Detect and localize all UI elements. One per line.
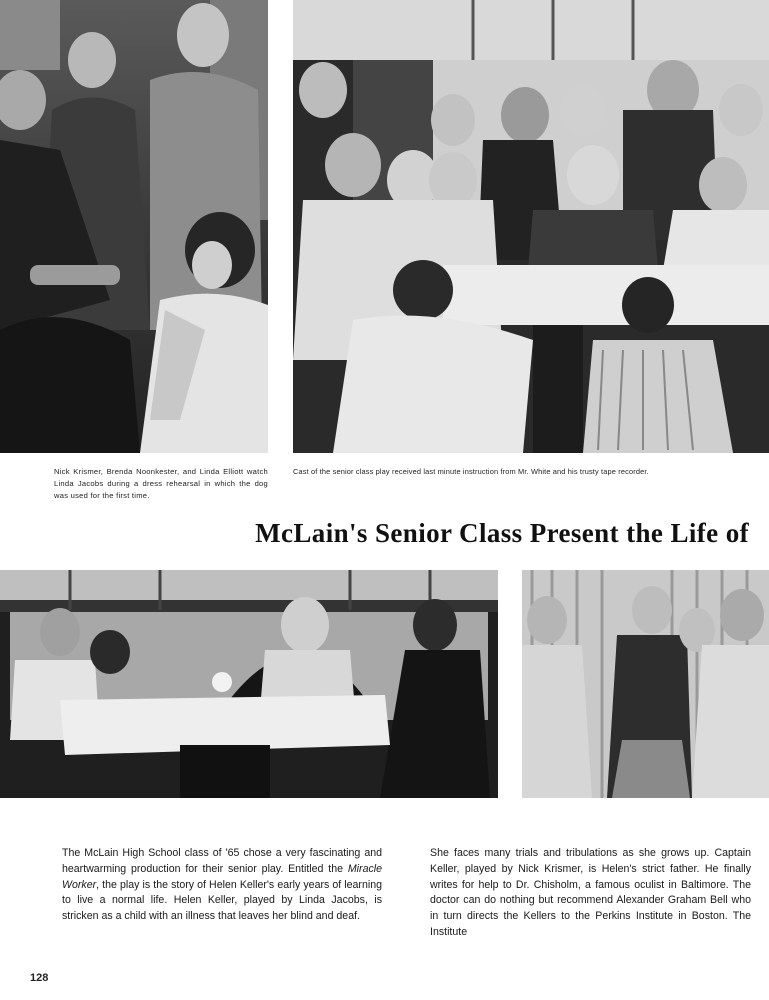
caption-dress-rehearsal: Nick Krismer, Brenda Noonkester, and Linda Elliott watch Linda Jacobs during a dress rehearsal in which the dog was used for the first time. bbox=[54, 467, 268, 500]
page-number: 128 bbox=[30, 972, 49, 984]
body-column-1 bbox=[62, 846, 382, 925]
body-column-2 bbox=[430, 846, 751, 941]
photo-cast-instruction-image bbox=[293, 0, 769, 453]
caption-cast-instruction: Cast of the senior class play received last minute instruction from Mr. White and his trusty tape recorder. bbox=[293, 467, 649, 476]
photo-cast-instruction bbox=[293, 0, 769, 453]
photo-dinner-scene-image bbox=[0, 570, 498, 798]
body-col1-intro: The McLain High School class of '65 chose a very fascinating and heartwarming production for their senior play. Entitled the bbox=[62, 847, 382, 875]
body-col1-rest: , the play is the story of Helen Keller's early years of learning to live a normal life. Helen Keller, played by Linda Jacobs, is stricken as a child with an illness that leaves her blind and deaf. bbox=[62, 878, 382, 923]
body-paragraph-2: She faces many trials and tribulations as she grows up. Captain Keller, played by Nick Krismer, is Helen's strict father. He finally writes for help to Dr. Chisholm, a famous oculist in Baltimore. The doctor can do nothing but recommend Alexander Graham Bell who in turn directs the Kellers to the Perkins Institute in Boston. The Institute bbox=[430, 847, 751, 938]
play-title: Miracle Worker bbox=[62, 862, 382, 891]
photo-group-scene bbox=[522, 570, 769, 798]
photo-dress-rehearsal bbox=[0, 0, 268, 453]
photo-dinner-scene bbox=[0, 570, 498, 798]
body-paragraph-1 bbox=[62, 846, 382, 925]
photo-dress-rehearsal-image bbox=[0, 0, 268, 453]
photo-group-scene-image bbox=[522, 570, 769, 798]
page-headline: McLain's Senior Class Present the Life of bbox=[255, 518, 749, 548]
